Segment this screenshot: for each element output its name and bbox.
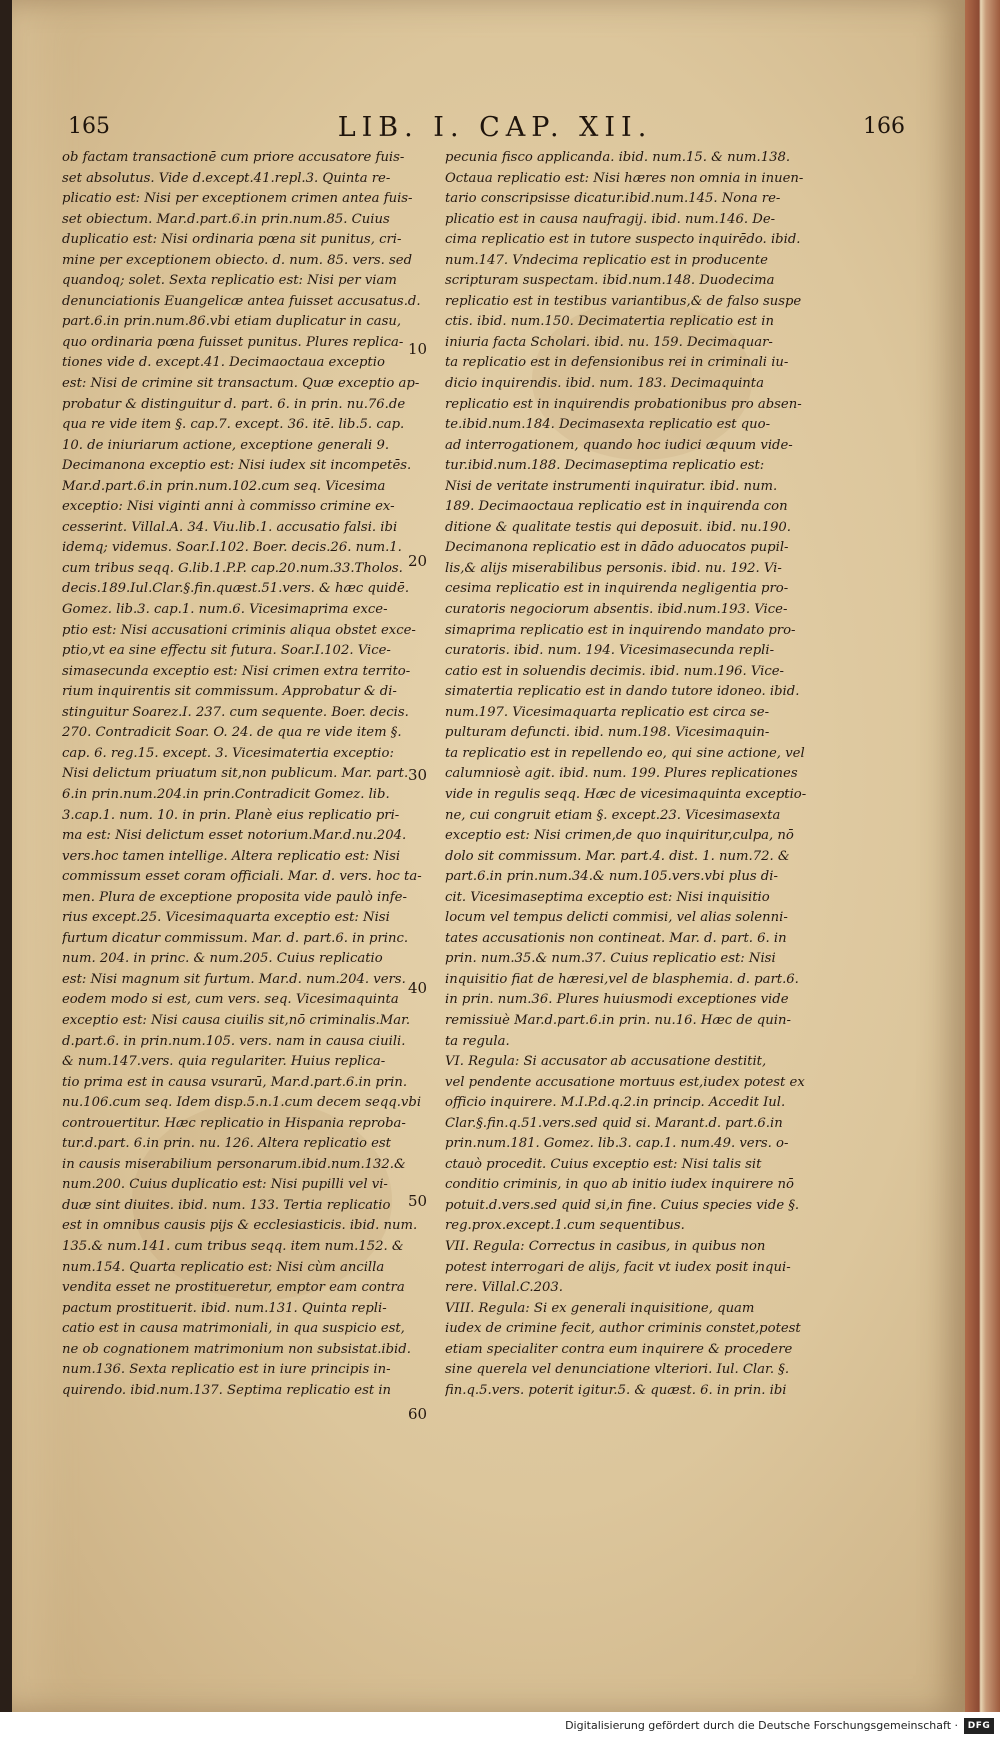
- text-line: furtum dicatur commissum. Mar. d. part.6. in princ.: [62, 930, 409, 946]
- text-line: potest interrogari de alijs, facit vt iudex posit inqui-: [445, 1259, 791, 1275]
- text-line: remissiuè Mar.d.part.6.in prin. nu.16. Hæc de quin-: [445, 1012, 791, 1028]
- text-line: fin.q.5.vers. poterit igitur.5. & quæst. 6. in prin. ibi: [445, 1382, 787, 1398]
- text-line: pecunia fisco applicanda. ibid. num.15. & num.138.: [445, 150, 791, 165]
- text-line: plicatio est in causa naufragij. ibid. num.146. De-: [445, 211, 776, 227]
- text-line: potuit.d.vers.sed quid si,in fine. Cuius species vide §.: [445, 1197, 800, 1213]
- text-line: dicio inquirendis. ibid. num. 183. Decimaquinta: [445, 376, 764, 392]
- text-line: num.136. Sexta replicatio est in iure principis in-: [62, 1362, 391, 1378]
- text-line: Mar.d.part.6.in prin.num.102.cum seq. Vicesima: [62, 478, 386, 494]
- text-line: simaprima replicatio est in inquirendo mandato pro-: [445, 622, 796, 638]
- text-line: exceptio est: Nisi crimen,de quo inquiritur,culpa, nō: [445, 828, 794, 844]
- text-line: ditione & qualitate testis qui deposuit. ibid. nu.190.: [445, 519, 791, 535]
- running-head: [30, 112, 960, 152]
- text-line: 10. de iniuriarum actione, exceptione generali 9.: [62, 437, 390, 453]
- text-line: ptio,vt ea sine effectu sit futura. Soar.I.102. Vice-: [62, 643, 391, 659]
- text-line: in causis miserabilium personarum.ibid.num.132.&: [62, 1156, 406, 1172]
- text-line: cap. 6. reg.15. except. 3. Vicesimatertia exceptio:: [62, 745, 394, 761]
- text-line: tur.d.part. 6.in prin. nu. 126. Altera replicatio est: [62, 1136, 391, 1152]
- text-line: vel pendente accusatione mortuus est,iudex potest ex: [445, 1074, 805, 1090]
- text-line: pulturam defuncti. ibid. num.198. Vicesimaquin-: [445, 725, 770, 741]
- text-line: mine per exceptionem obiecto. d. num. 85. vers. sed: [62, 252, 413, 268]
- text-line: commissum esset coram officiali. Mar. d. vers. hoc ta-: [62, 869, 422, 885]
- text-line: catio est in causa matrimoniali, in qua suspicio est,: [62, 1321, 405, 1337]
- text-line: tario conscripsisse dicatur.ibid.num.145. Nona re-: [445, 191, 781, 207]
- footer-credit: Digitalisierung gefördert durch die Deutsche Forschungsgemeinschaft ·: [565, 1719, 958, 1732]
- text-line: est in omnibus causis pijs & ecclesiasticis. ibid. num.: [62, 1218, 418, 1234]
- text-line: cesserint. Villal.A. 34. Viu.lib.1. accusatio falsi. ibi: [62, 519, 398, 535]
- text-line: prin.num.181. Gomez. lib.3. cap.1. num.49. vers. o-: [445, 1136, 789, 1152]
- text-line: set obiectum. Mar.d.part.6.in prin.num.85. Cuius: [62, 211, 390, 227]
- line-number: 20: [408, 552, 428, 570]
- text-line: Nisi delictum priuatum sit,non publicum. Mar. part.: [62, 766, 409, 782]
- text-line: nu.106.cum seq. Idem disp.5.n.1.cum decem seqq.vbi: [62, 1095, 422, 1111]
- text-line: num.200. Cuius duplicatio est: Nisi pupilli vel vi-: [62, 1177, 388, 1193]
- text-line: sine querela vel denunciatione vlteriori. Iul. Clar. §.: [445, 1362, 790, 1378]
- text-line: simasecunda exceptio est: Nisi crimen extra territo-: [62, 663, 411, 679]
- text-line: Gomez. lib.3. cap.1. num.6. Vicesimaprima exce-: [62, 602, 388, 618]
- text-line: denunciationis Euangelicæ antea fuisset accusatus.d.: [62, 293, 421, 309]
- text-line: locum vel tempus delicti commisi, vel alias solenni-: [445, 910, 788, 926]
- text-line: etiam specialiter contra eum inquirere & procedere: [445, 1341, 793, 1357]
- text-line: men. Plura de exceptione proposita vide paulò infe-: [62, 889, 407, 905]
- text-line: part.6.in prin.num.86.vbi etiam duplicatur in casu,: [62, 314, 402, 330]
- text-line: cima replicatio est in tutore suspecto inquirēdo. ibid.: [445, 232, 801, 248]
- text-line: 3.cap.1. num. 10. in prin. Planè eius replicatio pri-: [62, 807, 400, 823]
- text-line: ne ob cognationem matrimonium non subsistat.ibid.: [62, 1341, 411, 1357]
- text-line: lis,& alijs miserabilibus personis. ibid. nu. 192. Vi-: [445, 560, 782, 576]
- text-line: cum tribus seqq. G.lib.1.P.P. cap.20.num.33.Tholos.: [62, 560, 403, 576]
- text-line: num.154. Quarta replicatio est: Nisi cùm ancilla: [62, 1259, 385, 1275]
- text-line: controuertitur. Hæc replicatio in Hispania reproba-: [62, 1115, 406, 1131]
- text-line: iudex de crimine fecit, author criminis constet,potest: [445, 1321, 801, 1337]
- text-line: VIII. Regula: Si ex generali inquisitione, quam: [445, 1300, 755, 1316]
- page-number-right: 166: [863, 114, 905, 139]
- text-line: est: Nisi de crimine sit transactum. Quæ exceptio ap-: [62, 376, 420, 392]
- text-line: Decimanona exceptio est: Nisi iudex sit incompetēs.: [62, 458, 412, 474]
- text-line: quo ordinaria pœna fuisset punitus. Plures replica-: [62, 334, 404, 350]
- text-line: vers.hoc tamen intellige. Altera replicatio est: Nisi: [62, 848, 401, 864]
- text-line: ta regula.: [445, 1033, 510, 1049]
- text-line: ptio est: Nisi accusationi criminis aliqua obstet exce-: [62, 622, 416, 638]
- text-line: in prin. num.36. Plures huiusmodi exceptiones vide: [445, 992, 789, 1008]
- text-line: inquisitio fiat de hæresi,vel de blasphemia. d. part.6.: [445, 971, 799, 987]
- left-column: [62, 148, 430, 1401]
- text-line: conditio criminis, in quo ab initio iudex inquirere nō: [445, 1177, 794, 1193]
- text-line: est: Nisi magnum sit furtum. Mar.d. num.204. vers.: [62, 971, 406, 987]
- text-line: vendita esset ne prostitueretur, emptor eam contra: [62, 1280, 405, 1296]
- text-line: idemq; videmus. Soar.I.102. Boer. decis.26. num.1.: [62, 540, 402, 556]
- text-line: VII. Regula: Correctus in casibus, in quibus non: [445, 1238, 766, 1254]
- text-line: 6.in prin.num.204.in prin.Contradicit Gomez. lib.: [62, 786, 390, 802]
- text-line: ta replicatio est in repellendo eo, qui sine actione, vel: [445, 745, 805, 761]
- text-line: tiones vide d. except.41. Decimaoctaua exceptio: [62, 355, 385, 371]
- text-line: cit. Vicesimaseptima exceptio est: Nisi inquisitio: [445, 889, 770, 905]
- text-line: 135.& num.141. cum tribus seqq. item num.152. &: [62, 1238, 404, 1254]
- right-column: [445, 148, 815, 1401]
- digitization-footer: [0, 1712, 1000, 1740]
- text-line: cesima replicatio est in inquirenda negligentia pro-: [445, 581, 789, 597]
- dfg-logo: [964, 1718, 994, 1734]
- page-edge: [965, 0, 1000, 1712]
- text-line: tio prima est in causa vsurarū, Mar.d.part.6.in prin.: [62, 1074, 408, 1090]
- text-line: ne, cui congruit etiam §. except.23. Vicesimasexta: [445, 807, 781, 823]
- text-line: replicatio est in testibus variantibus,& de falso suspe: [445, 293, 802, 309]
- text-line: Nisi de veritate instrumenti inquiratur. ibid. num.: [445, 478, 778, 494]
- dfg-logo-text: DFG: [967, 1721, 991, 1731]
- text-line: decis.189.Iul.Clar.§.fin.quæst.51.vers. & hæc quidē.: [62, 581, 410, 597]
- text-line: tur.ibid.num.188. Decimaseptima replicatio est:: [445, 458, 765, 474]
- text-line: scripturam suspectam. ibid.num.148. Duodecima: [445, 273, 775, 289]
- text-line: 189. Decimaoctaua replicatio est in inquirenda con: [445, 499, 788, 515]
- text-line: num.197. Vicesimaquarta replicatio est circa se-: [445, 704, 770, 720]
- text-line: officio inquirere. M.I.P.d.q.2.in princip. Accedit Iul.: [445, 1095, 786, 1111]
- text-line: 270. Contradicit Soar. O. 24. de qua re vide item §.: [62, 725, 402, 741]
- text-line: set absolutus. Vide d.except.41.repl.3. Quinta re-: [62, 170, 391, 186]
- text-line: Octaua replicatio est: Nisi hæres non omnia in inuen-: [445, 170, 804, 186]
- text-line: reg.prox.except.1.cum sequentibus.: [445, 1218, 685, 1234]
- text-line: simatertia replicatio est in dando tutore idoneo. ibid.: [445, 684, 800, 700]
- text-line: duæ sint diuites. ibid. num. 133. Tertia replicatio: [62, 1197, 391, 1213]
- text-line: stinguitur Soarez.I. 237. cum sequente. Boer. decis.: [62, 704, 409, 720]
- page-number-left: 165: [68, 114, 110, 139]
- text-line: duplicatio est: Nisi ordinaria pœna sit punitus, cri-: [62, 232, 402, 248]
- text-line: vide in regulis seqq. Hæc de vicesimaquinta exceptio-: [445, 786, 807, 802]
- text-line: tates accusationis non contineat. Mar. d. part. 6. in: [445, 930, 787, 946]
- text-line: part.6.in prin.num.34.& num.105.vers.vbi plus di-: [445, 869, 778, 885]
- text-line: curatoris. ibid. num. 194. Vicesimasecunda repli-: [445, 643, 775, 659]
- text-line: ta replicatio est in defensionibus rei in criminali iu-: [445, 355, 789, 371]
- text-line: ma est: Nisi delictum esset notorium.Mar.d.nu.204.: [62, 828, 407, 844]
- text-line: exceptio est: Nisi causa ciuilis sit,nō criminalis.Mar.: [62, 1012, 411, 1028]
- line-number: 10: [408, 340, 428, 358]
- text-line: rius except.25. Vicesimaquarta exceptio est: Nisi: [62, 910, 390, 926]
- text-line: & num.147.vers. quia regulariter. Huius replica-: [62, 1054, 386, 1070]
- text-line: te.ibid.num.184. Decimasexta replicatio est quo-: [445, 417, 771, 433]
- line-number: 40: [408, 979, 428, 997]
- text-line: qua re vide item §. cap.7. except. 36. itē. lib.5. cap.: [62, 417, 405, 433]
- text-line: prin. num.35.& num.37. Cuius replicatio est: Nisi: [445, 951, 776, 967]
- text-line: d.part.6. in prin.num.105. vers. nam in causa ciuili.: [62, 1033, 406, 1049]
- text-line: quandoq; solet. Sexta replicatio est: Nisi per viam: [62, 273, 397, 289]
- line-number: 60: [408, 1405, 428, 1423]
- text-line: dolo sit commissum. Mar. part.4. dist. 1. num.72. &: [445, 848, 790, 864]
- text-line: probatur & distinguitur d. part. 6. in prin. nu.76.de: [62, 396, 406, 412]
- text-line: iniuria facta Scholari. ibid. nu. 159. Decimaquar-: [445, 334, 773, 350]
- text-line: rium inquirentis sit commissum. Approbatur & di-: [62, 684, 397, 700]
- text-line: curatoris negociorum absentis. ibid.num.193. Vice-: [445, 602, 788, 618]
- text-line: pactum prostituerit. ibid. num.131. Quinta repli-: [62, 1300, 387, 1316]
- text-line: ctis. ibid. num.150. Decimatertia replicatio est in: [445, 314, 774, 330]
- text-line: exceptio: Nisi viginti anni à commisso crimine ex-: [62, 499, 395, 515]
- text-line: rere. Villal.C.203.: [445, 1280, 563, 1296]
- line-number: 50: [408, 1192, 428, 1210]
- text-line: Decimanona replicatio est in dādo aduocatos pupil-: [445, 540, 789, 556]
- line-number: 30: [408, 766, 428, 784]
- chapter-title: LIB. I. CAP. XII.: [337, 112, 653, 143]
- text-line: quirendo. ibid.num.137. Septima replicatio est in: [62, 1382, 392, 1398]
- text-line: catio est in soluendis decimis. ibid. num.196. Vice-: [445, 663, 785, 679]
- text-line: replicatio est in inquirendis probationibus pro absen-: [445, 396, 802, 412]
- text-line: calumniosè agit. ibid. num. 199. Plures replicationes: [445, 766, 798, 782]
- text-line: ob factam transactionē cum priore accusatore fuis-: [62, 150, 405, 165]
- text-line: ctauò procedit. Cuius exceptio est: Nisi talis sit: [445, 1156, 762, 1172]
- text-line: num.147. Vndecima replicatio est in producente: [445, 252, 768, 268]
- text-line: ad interrogationem, quando hoc iudici æquum vide-: [445, 437, 793, 453]
- text-line: Clar.§.fin.q.51.vers.sed quid si. Marant.d. part.6.in: [445, 1115, 783, 1131]
- text-line: VI. Regula: Si accusator ab accusatione destitit,: [445, 1054, 767, 1070]
- text-line: eodem modo si est, cum vers. seq. Vicesimaquinta: [62, 992, 399, 1008]
- text-line: num. 204. in princ. & num.205. Cuius replicatio: [62, 951, 383, 967]
- text-line: plicatio est: Nisi per exceptionem crimen antea fuis-: [62, 191, 413, 207]
